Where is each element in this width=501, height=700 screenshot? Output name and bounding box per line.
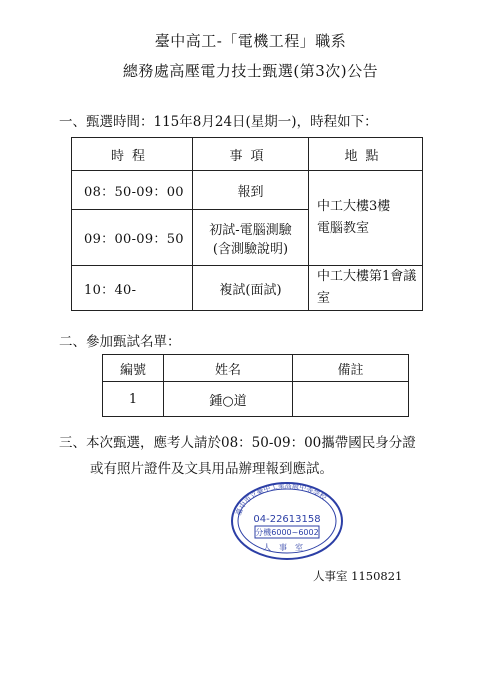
section-3-line-1: 三、本次甄選，應考人請於08：50-09：00攜帶國民身分證 [59,435,416,451]
place-line-1: 中工大樓3樓 [317,199,391,214]
section-3-line-2: 或有照片證件及文具用品辦理報到應試。 [90,461,333,477]
candidate-note [293,382,409,417]
schedule-time: 10：40- [72,266,193,311]
schedule-table [71,137,423,311]
stamp-unit: 人事室 [263,543,311,552]
stamp-extension: 分機6000~6002 [255,528,319,537]
svg-text:臺中市立臺中工業高級中等學校 [234,481,329,517]
schedule-item: 複試(面試) [193,266,309,311]
schedule-item-line-2: (含測驗說明) [212,241,289,257]
table-row [103,382,409,417]
schedule-time: 08：50-09：00 [72,171,193,210]
place-line-2: 電腦教室 [317,221,370,236]
document-title: 臺中高工-「電機工程」職系 [154,32,347,50]
schedule-place [309,171,423,266]
schedule-time: 09：00-09：50 [72,210,193,266]
stamp-seal-icon [230,481,344,561]
section-1-heading: 一、甄選時間：115年8月24日(星期一)，時程如下： [59,114,378,130]
stamp-phone: 04-22613158 [253,514,321,525]
candidate-number: 1 [103,382,164,417]
header-item: 事項 [193,138,309,171]
candidate-table [102,354,409,417]
schedule-place: 中工大樓第1會議室 [309,266,423,311]
header-time: 時程 [72,138,193,171]
schedule-header-row [72,138,423,171]
candidate-name: 鍾○道 [164,382,293,417]
signature-line: 人事室 1150821 [313,569,403,583]
header-place: 地點 [309,138,423,171]
candidate-header-row [103,355,409,382]
stamp-ring-text: 臺中市立臺中工業高級中等學校 [234,481,328,517]
schedule-item: 報到 [193,171,309,210]
official-stamp [230,481,344,565]
header-note: 備註 [293,355,409,382]
table-row [72,171,423,210]
table-row [72,266,423,311]
header-number: 編號 [103,355,164,382]
schedule-item-line-1: 初試-電腦測驗 [209,222,292,238]
schedule-item [193,210,309,266]
document-subtitle: 總務處高壓電力技士甄選(第3次)公告 [122,62,379,80]
section-2-heading: 二、參加甄試名單： [59,334,181,350]
header-name: 姓名 [164,355,293,382]
